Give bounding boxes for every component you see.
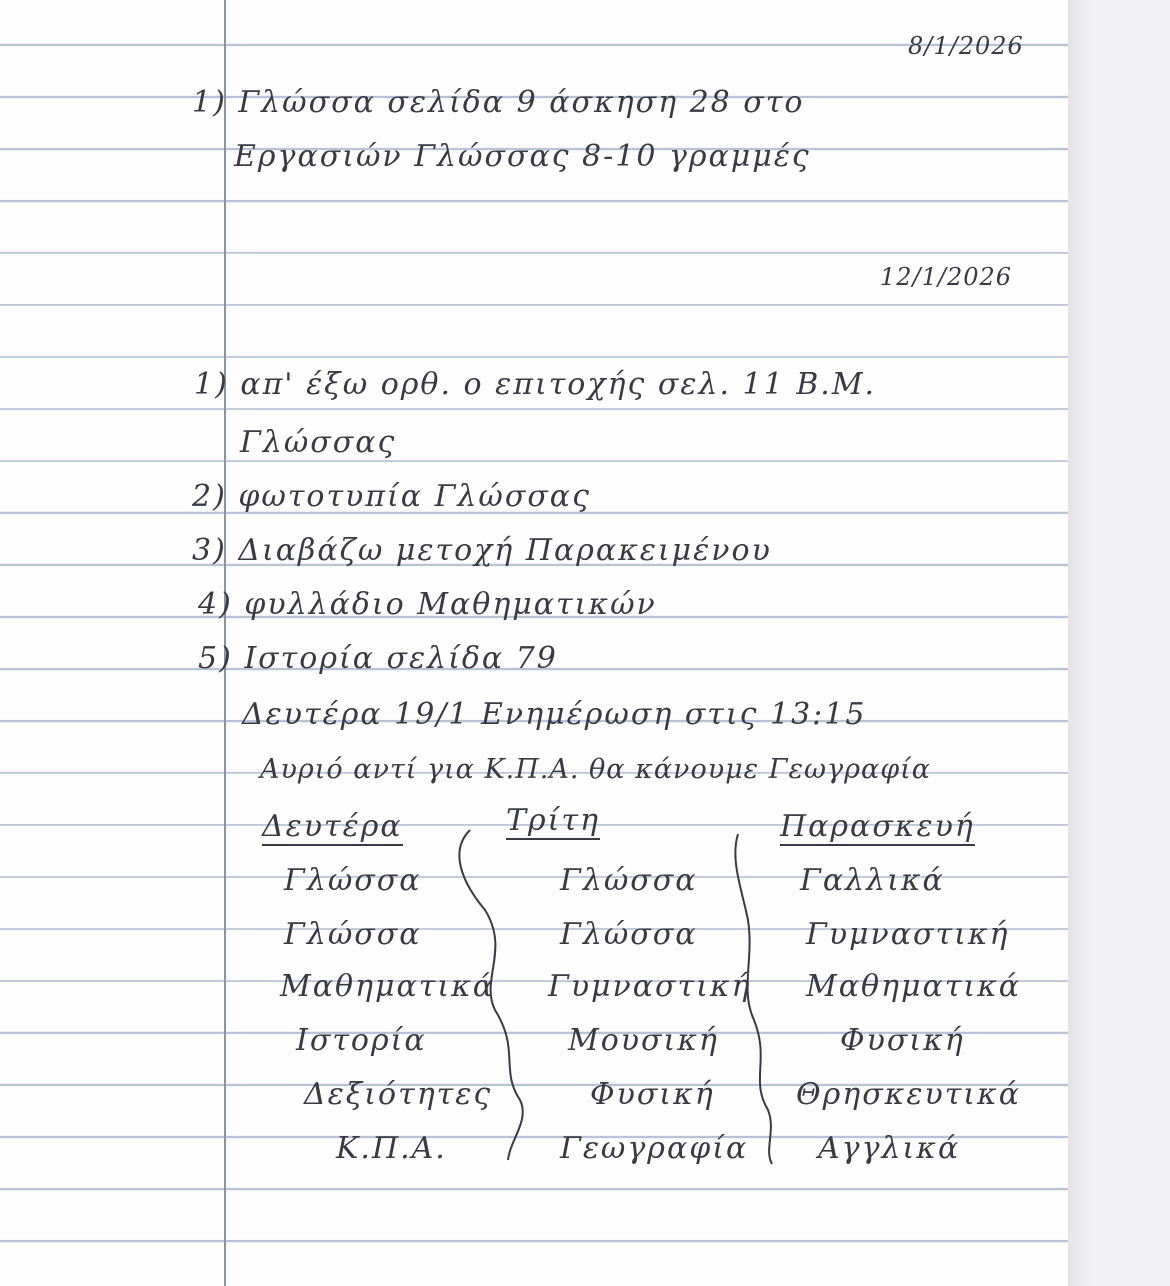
task-2: 2) φωτοτυπία Γλώσσας [192, 479, 591, 514]
entry1-line2: Εργασιών Γλώσσας 8-10 γραμμές [234, 139, 811, 174]
task-4: 4) φυλλάδιο Μαθηματικών [198, 587, 657, 622]
task-1-cont: Γλώσσας [240, 425, 397, 460]
friday-subject: Θρησκευτικά [796, 1077, 1021, 1112]
note-tomorrow: Αυριό αντί για Κ.Π.Α. θα κάνουμε Γεωγραφία [260, 754, 931, 785]
friday-subject: Αγγλικά [818, 1131, 961, 1166]
tuesday-subject: Γλώσσα [560, 863, 698, 898]
task-1: 1) απ' έξω ορθ. ο επιτοχής σελ. 11 Β.Μ. [194, 367, 877, 402]
tuesday-subject: Φυσική [590, 1077, 715, 1112]
monday-subject: Κ.Π.Α. [336, 1131, 447, 1166]
friday-subject: Φυσική [840, 1023, 965, 1058]
monday-subject: Δεξιότητες [304, 1077, 493, 1112]
schedule-header-friday: Παρασκευή [780, 809, 975, 844]
task-5: 5) Ιστορία σελίδα 79 [198, 641, 558, 676]
note-monday-update: Δευτέρα 19/1 Ενημέρωση στις 13:15 [242, 697, 867, 732]
tuesday-subject: Γυμναστική [548, 969, 752, 1004]
tuesday-subject: Γεωγραφία [560, 1131, 749, 1166]
monday-subject: Γλώσσα [284, 917, 422, 952]
friday-subject: Μαθηματικά [806, 969, 1022, 1004]
date-heading-2: 12/1/2026 [880, 263, 1013, 291]
column-divider-right [720, 820, 800, 1170]
tuesday-subject: Μουσική [568, 1023, 719, 1058]
schedule-header-tuesday: Τρίτη [506, 803, 600, 838]
page-edge [1068, 0, 1096, 1286]
friday-subject: Γυμναστική [806, 917, 1010, 952]
task-3: 3) Διαβάζω μετοχή Παρακειμένου [192, 533, 772, 568]
friday-subject: Γαλλικά [800, 863, 945, 898]
column-divider-left [440, 820, 550, 1170]
monday-subject: Γλώσσα [284, 863, 422, 898]
tuesday-subject: Γλώσσα [560, 917, 698, 952]
date-heading-1: 8/1/2026 [908, 32, 1024, 60]
schedule-header-monday: Δευτέρα [262, 809, 403, 844]
monday-subject: Μαθηματικά [280, 969, 496, 1004]
monday-subject: Ιστορία [296, 1023, 427, 1058]
entry1-line1: 1) Γλώσσα σελίδα 9 άσκηση 28 στο [192, 85, 805, 120]
